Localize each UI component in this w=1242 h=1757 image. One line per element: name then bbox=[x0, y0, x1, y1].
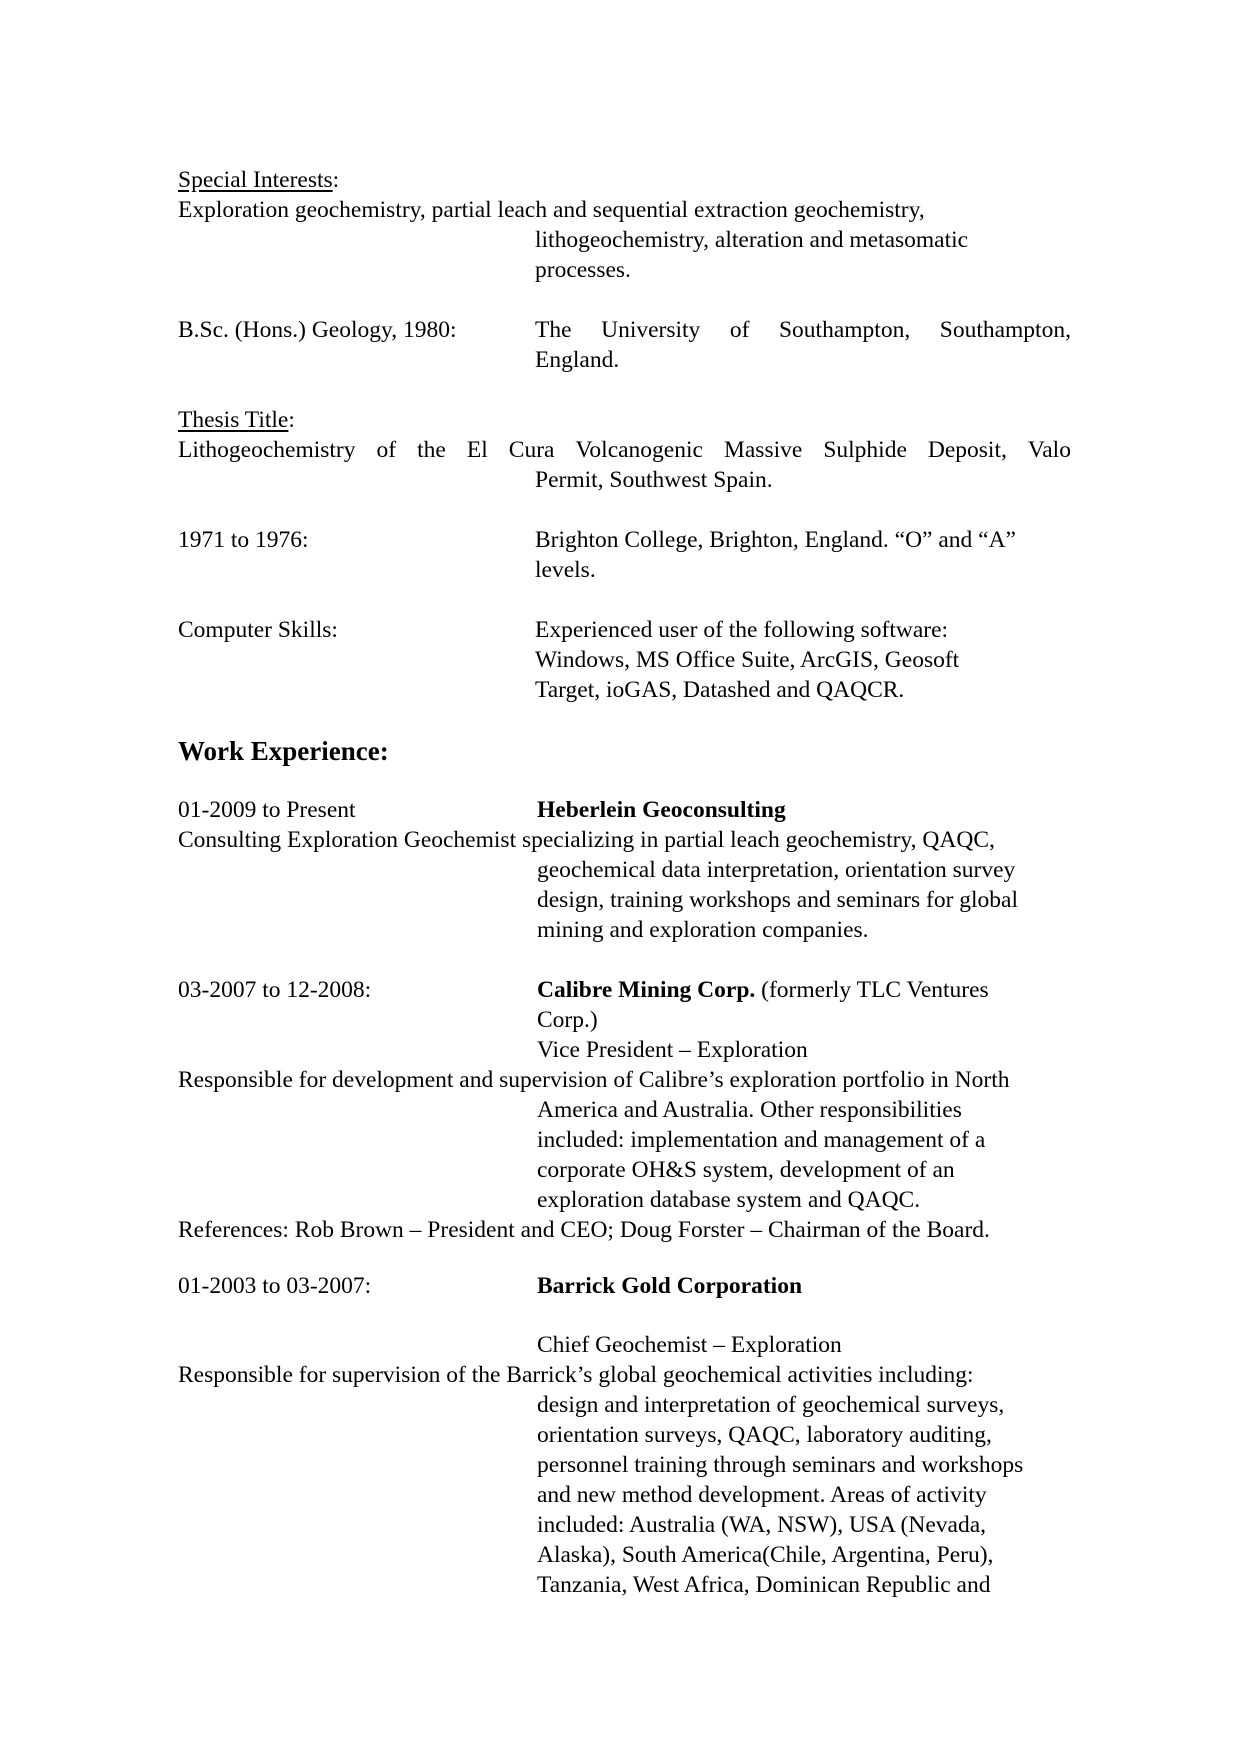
degree-label: B.Sc. (Hons.) Geology, 1980: bbox=[178, 317, 457, 343]
work-experience-heading: Work Experience: bbox=[178, 736, 389, 766]
job-description-line: included: Australia (WA, NSW), USA (Nevada, bbox=[537, 1512, 987, 1538]
thesis-word: Valo bbox=[1027, 437, 1071, 463]
job-description-line: orientation surveys, QAQC, laboratory auditing, bbox=[537, 1422, 992, 1448]
job-description-line: Alaska), South America(Chile, Argentina, Peru), bbox=[537, 1542, 994, 1568]
thesis-title-line bbox=[178, 436, 1071, 466]
degree-institution-line2: England. bbox=[535, 347, 620, 373]
thesis-heading-text: Thesis Title bbox=[178, 407, 289, 433]
job-description-lead: Responsible for development and supervision of Calibre’s exploration portfolio in North bbox=[178, 1067, 1010, 1093]
thesis-word: Massive bbox=[723, 437, 803, 463]
thesis-word: El bbox=[466, 437, 488, 463]
job-description-line: geochemical data interpretation, orientation survey bbox=[537, 857, 1016, 883]
thesis-word: Cura bbox=[508, 437, 555, 463]
school-label: 1971 to 1976: bbox=[178, 527, 309, 553]
job-description-line: mining and exploration companies. bbox=[537, 917, 869, 943]
job-title: Chief Geochemist – Exploration bbox=[537, 1332, 842, 1358]
special-interests-heading-colon: : bbox=[332, 167, 340, 193]
special-interests-heading-text: Special Interests bbox=[178, 167, 333, 193]
job-company: Barrick Gold Corporation bbox=[537, 1273, 803, 1299]
job-description-lead: Responsible for supervision of the Barrick’s global geochemical activities including: bbox=[178, 1362, 974, 1388]
job-dates: 03-2007 to 12-2008: bbox=[178, 977, 372, 1003]
skills-line: Target, ioGAS, Datashed and QAQCR. bbox=[535, 677, 905, 703]
job-description-line: America and Australia. Other responsibilities bbox=[537, 1097, 962, 1123]
job-dates: 01-2009 to Present bbox=[178, 797, 356, 823]
job-company-line2: Corp.) bbox=[537, 1007, 598, 1033]
job-references: References: Rob Brown – President and CEO; Doug Forster – Chairman of the Board. bbox=[178, 1217, 990, 1243]
job-dates: 01-2003 to 03-2007: bbox=[178, 1273, 372, 1299]
job-description-line: included: implementation and management of a bbox=[537, 1127, 986, 1153]
skills-label: Computer Skills: bbox=[178, 617, 338, 643]
special-interests-line: lithogeochemistry, alteration and metasomatic bbox=[535, 227, 969, 253]
degree-word: Southampton, bbox=[778, 317, 911, 343]
thesis-word: Deposit, bbox=[927, 437, 1007, 463]
job-description-line: Tanzania, West Africa, Dominican Republic and bbox=[537, 1572, 991, 1598]
job-company-suffix: (formerly TLC Ventures bbox=[755, 977, 989, 1003]
school-line: Brighton College, Brighton, England. “O” and “A” bbox=[535, 527, 1016, 553]
thesis-word: Volcanogenic bbox=[575, 437, 703, 463]
skills-line: Windows, MS Office Suite, ArcGIS, Geosoft bbox=[535, 647, 960, 673]
thesis-word: of bbox=[376, 437, 397, 463]
job-title: Vice President – Exploration bbox=[537, 1037, 808, 1063]
special-interests-heading bbox=[178, 166, 339, 196]
degree-word: Southampton, bbox=[939, 317, 1071, 343]
job-description-line: personnel training through seminars and workshops bbox=[537, 1452, 1024, 1478]
thesis-heading bbox=[178, 406, 295, 436]
skills-line: Experienced user of the following software: bbox=[535, 617, 949, 643]
thesis-title-line2: Permit, Southwest Spain. bbox=[535, 467, 773, 493]
thesis-word: Lithogeochemistry bbox=[178, 437, 356, 463]
job-company: Calibre Mining Corp. bbox=[537, 977, 756, 1003]
degree-word: University bbox=[601, 317, 701, 343]
thesis-word: the bbox=[417, 437, 446, 463]
degree-word: of bbox=[729, 317, 750, 343]
job-description-line: and new method development. Areas of activity bbox=[537, 1482, 987, 1508]
job-description-line: design, training workshops and seminars for global bbox=[537, 887, 1019, 913]
special-interests-line: Exploration geochemistry, partial leach and sequential extraction geochemistry, bbox=[178, 197, 925, 223]
job-description-line: exploration database system and QAQC. bbox=[537, 1187, 921, 1213]
thesis-heading-colon: : bbox=[288, 407, 295, 433]
job-company-line bbox=[537, 976, 989, 1006]
job-description-line: corporate OH&S system, development of an bbox=[537, 1157, 955, 1183]
degree-word: The bbox=[535, 317, 572, 343]
special-interests-line: processes. bbox=[535, 257, 631, 283]
job-company: Heberlein Geoconsulting bbox=[537, 797, 786, 823]
school-line: levels. bbox=[535, 557, 596, 583]
job-description-line: design and interpretation of geochemical surveys, bbox=[537, 1392, 1005, 1418]
thesis-word: Sulphide bbox=[823, 437, 907, 463]
job-description-lead: Consulting Exploration Geochemist specializing in partial leach geochemistry, QAQC, bbox=[178, 827, 995, 853]
degree-institution-line bbox=[535, 316, 1071, 346]
